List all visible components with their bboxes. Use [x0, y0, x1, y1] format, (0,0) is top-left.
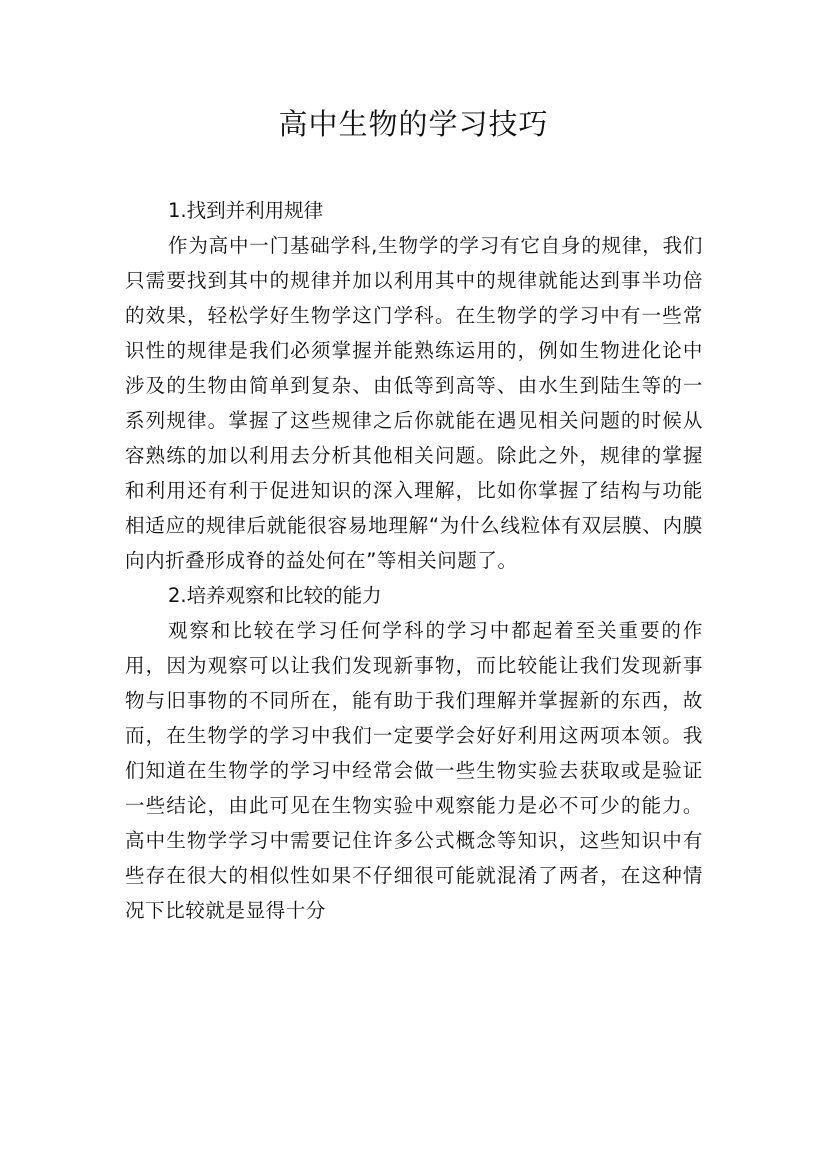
section-paragraph-2: 观察和比较在学习任何学科的学习中都起着至关重要的作用，因为观察可以让我们发现新事物，而比较能让我们发现新事物与旧事物的不同所在，能有助于我们理解并掌握新的东西，故而，在生物学的学习中我们一定要学会好好利用这两项本领。我们知道在生物学的学习中经常会做一些生物实验去获取或是验证一些结论，由此可见在生物实验中观察能力是必不可少的能力。高中生物学学习中需要记住许多公式概念等知识，这些知识中有些存在很大的相似性如果不仔细很可能就混淆了两者，在这种情况下比较就是显得十分 [125, 619, 703, 922]
section-paragraph-1: 作为高中一门基础学科,生物学的学习有它自身的规律，我们只需要找到其中的规律并加以利用其中的规律就能达到事半功倍的效果，轻松学好生物学这门学科。在生物学的学习中有一些常识性的规律是我们必须掌握并能熟练运用的，例如生物进化论中涉及的生物由简单到复杂、由低等到高等、由水生到陆生等的一系列规律。掌握了这些规律之后你就能在遇见相关问题的时候从容熟练的加以利用去分析其他相关问题。除此之外，规律的掌握和利用还有利于促进知识的深入理解，比如你掌握了结构与功能相适应的规律后就能很容易地理解“为什么线粒体有双层膜、内膜向内折叠形成脊的益处何在”等相关问题了。 [125, 234, 703, 572]
section-heading-2: 2.培养观察和比较的能力 [168, 584, 382, 607]
section-heading-1: 1.找到并利用规律 [168, 199, 324, 222]
page-title: 高中生物的学习技巧 [278, 107, 549, 141]
document-body [125, 193, 703, 928]
